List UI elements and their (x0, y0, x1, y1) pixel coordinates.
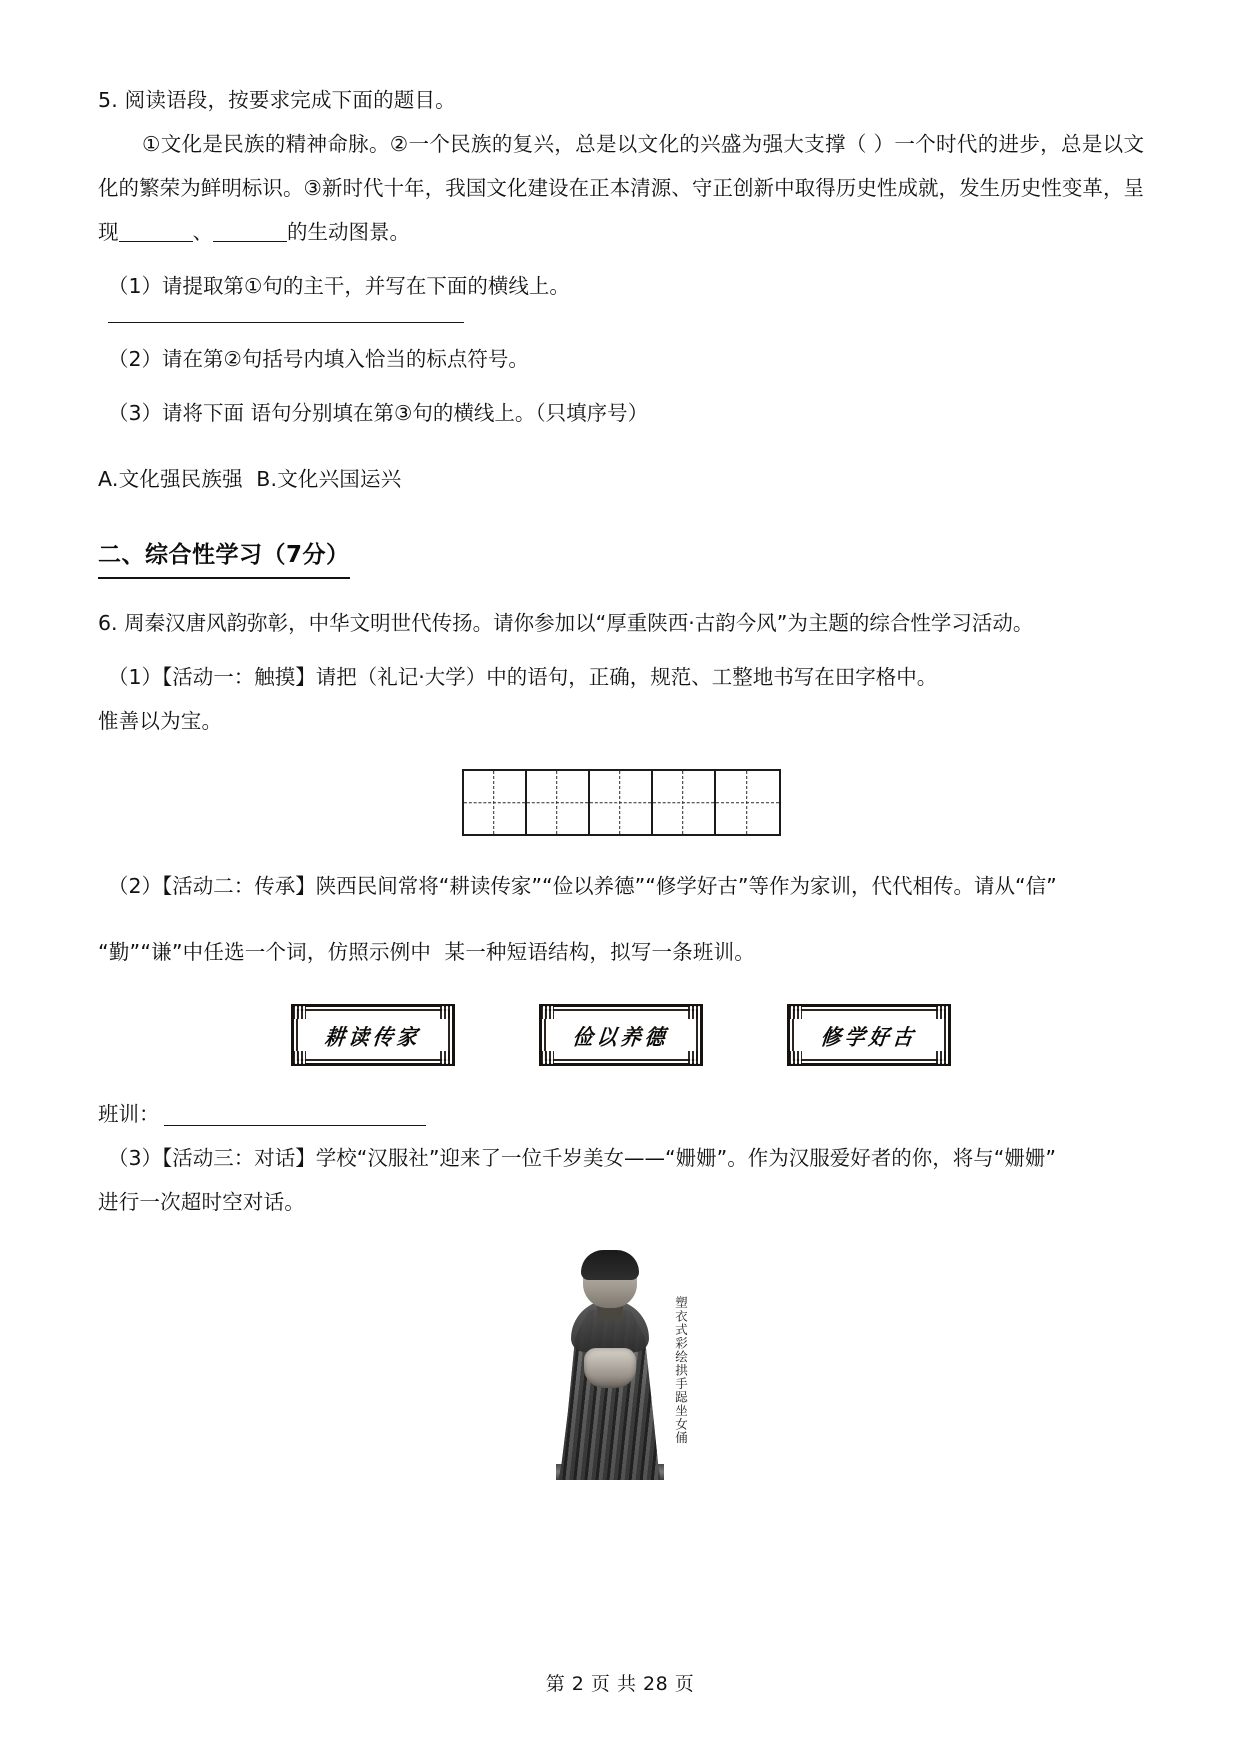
banxun-answer-line[interactable] (164, 1125, 426, 1126)
plaque-corner-icon (789, 1006, 802, 1019)
plaque-corner-icon (541, 1051, 554, 1064)
question-5-sub-2: （2）请在第②句括号内填入恰当的标点符号。 (108, 347, 529, 371)
banxun-answer-row (98, 1092, 1144, 1136)
tianzige-cell[interactable] (527, 771, 590, 834)
plaque-corner-icon (688, 1006, 701, 1019)
plaque-corner-icon (440, 1006, 453, 1019)
passage-separator: 、 (192, 220, 213, 244)
section-2-heading: 二、综合性学习（7分） (98, 535, 350, 579)
passage-blank-1[interactable] (119, 221, 193, 242)
figurine-figure-wrap (98, 1248, 1144, 1496)
plaque-corner-icon (789, 1051, 802, 1064)
calligraphy-plaque (291, 1004, 455, 1066)
figurine-folded-hands (584, 1348, 636, 1388)
tianzige-cell[interactable] (653, 771, 716, 834)
plaque-text: 修学好古 (819, 1023, 919, 1050)
tianzige-cell[interactable] (464, 771, 527, 834)
page-content (98, 78, 1144, 1496)
page-footer: 第 2 页 共 28 页 (545, 1673, 695, 1695)
question-5-passage (98, 122, 1144, 254)
plaque-corner-icon (688, 1051, 701, 1064)
plaque-text: 耕读传家 (323, 1023, 423, 1050)
activity-3-prompt-line-2: 进行一次超时空对话。 (98, 1190, 305, 1214)
passage-text-part1: ①文化是民族的精神命脉。②一个民族的复兴，总是以文化的兴盛为强大支撑（ ）一个时代的进步，总是以文化的繁荣为鲜明标识。③新时代十年，我国文化建设在正本清源、守正创新中取得历史性成就，发生历史性变革，呈现 (98, 132, 1144, 244)
activity-1-sentence: 惟善以为宝。 (98, 709, 223, 733)
tianzige-cell[interactable] (716, 771, 779, 834)
tianzige-cell[interactable] (590, 771, 653, 834)
question-5-stem: 5. 阅读语段，按要求完成下面的题目。 (98, 88, 456, 112)
tianzige-grid[interactable] (462, 769, 781, 836)
seated-female-figurine-image (554, 1248, 666, 1480)
passage-text-part2: 的生动图景。 (287, 220, 410, 244)
question-5-answer-line[interactable] (108, 322, 464, 323)
plaque-corner-icon (293, 1006, 306, 1019)
calligraphy-plaque (539, 1004, 703, 1066)
question-6-stem: 6. 周秦汉唐风韵弥彰，中华文明世代传扬。请你参加以“厚重陕西·古韵今风”为主题的综合性学习活动。 (98, 611, 1034, 635)
activity-2-prompt-line-2: “勤”“谦”中任选一个词，仿照示例中 某一种短语结构，拟写一条班训。 (98, 940, 756, 964)
plaque-corner-icon (936, 1006, 949, 1019)
calligraphy-plaque-group (98, 1004, 1144, 1066)
plaque-text: 俭以养德 (571, 1023, 671, 1050)
activity-3-prompt-line-1: （3）【活动三：对话】学校“汉服社”迎来了一位千岁美女——“姗姗”。作为汉服爱好者的你，将与“姗姗” (108, 1146, 1057, 1170)
passage-blank-2[interactable] (213, 221, 287, 242)
question-5-sub-1: （1）请提取第①句的主干，并写在下面的横线上。 (108, 274, 570, 298)
banxun-label: 班训： (98, 1102, 160, 1126)
question-5-sub-3: （3）请将下面 语句分别填在第③句的横线上。（只填序号） (108, 401, 649, 425)
question-5-options: A.文化强民族强 B.文化兴国运兴 (98, 467, 402, 491)
tianzige-grid-wrap (98, 769, 1144, 836)
section-2-heading-wrap (98, 535, 1144, 579)
activity-1-prompt: （1）【活动一：触摸】请把（礼记·大学）中的语句，正确，规范、工整地书写在田字格中。 (108, 665, 938, 689)
calligraphy-plaque (787, 1004, 951, 1066)
figurine-hair (581, 1250, 639, 1280)
plaque-corner-icon (293, 1051, 306, 1064)
activity-2-prompt-line-1: （2）【活动二：传承】陕西民间常将“耕读传家”“俭以养德”“修学好古”等作为家训，代代相传。请从“信” (108, 874, 1057, 898)
plaque-corner-icon (541, 1006, 554, 1019)
figurine-caption: 塑衣式彩绘拱手跽坐女俑 (673, 1296, 689, 1445)
plaque-corner-icon (440, 1051, 453, 1064)
plaque-corner-icon (936, 1051, 949, 1064)
figurine-figure (554, 1248, 689, 1496)
